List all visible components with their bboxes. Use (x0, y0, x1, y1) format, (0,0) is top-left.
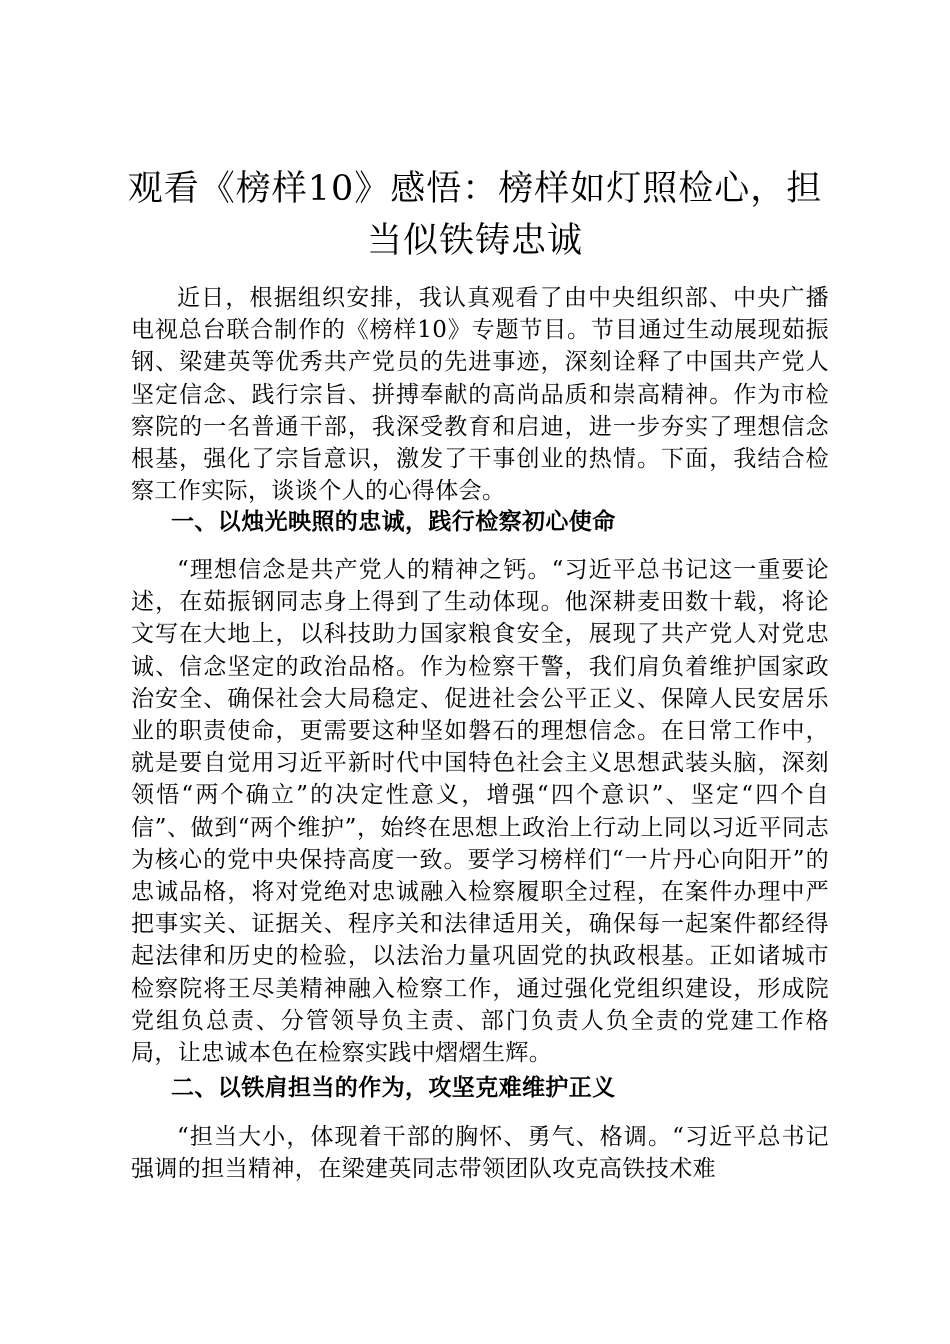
section-heading-1: 一、以烛光映照的忠诚，践行检察初心使命 (171, 508, 616, 535)
section-heading-2: 二、以铁肩担当的作为，攻坚克难维护正义 (171, 1074, 616, 1101)
section-1-paragraph: “理想信念是共产党人的精神之钙。“习近平总书记这一重要论述，在茹振钢同志身上得到了生动体现。他深耕麦田数十载，将论文写在大地上，以科技助力国家粮食安全，展现了共产党人对党忠诚、信念坚定的政治品格。作为检察干警，我们肩负着维护国家政治安全、确保社会大局稳定、促进社会公平正义、保障人民安居乐业的职责使命，更需要这种坚如磐石的理想信念。在日常工作中，就是要自觉用习近平新时代中国特色社会主义思想武装头脑，深刻领悟“两个确立”的决定性意义，增强“四个意识”、坚定“四个自信”、做到“两个维护”，始终在思想上政治上行动上同以习近平同志为核心的党中央保持高度一致。要学习榜样们“一片丹心向阳开”的忠诚品格，将对党绝对忠诚融入检察履职全过程，在案件办理中严把事实关、证据关、程序关和法律适用关，确保每一起案件都经得起法律和历史的检验，以法治力量巩固党的执政根基。正如诸城市检察院将王尽美精神融入检察工作，通过强化党组织建设，形成院党组负总责、分管领导负主责、部门负责人负全责的党建工作格局，让忠诚本色在检察实践中熠熠生辉。 (131, 557, 829, 1067)
document-title: 观看《榜样10》感悟：榜样如灯照检心，担当似铁铸忠诚 (127, 169, 823, 261)
intro-paragraph: 近日，根据组织安排，我认真观看了由中央组织部、中央广播电视总台联合制作的《榜样10》专题节目。节目通过生动展现茹振钢、梁建英等优秀共产党员的先进事迹，深刻诠释了中国共产党人坚定信念、践行宗旨、拼搏奉献的高尚品质和崇高精神。作为市检察院的一名普通干部，我深受教育和启迪，进一步夯实了理想信念根基，强化了宗旨意识，激发了干事创业的热情。下面，我结合检察工作实际，谈谈个人的心得体会。 (131, 285, 829, 505)
section-2-paragraph: “担当大小，体现着干部的胸怀、勇气、格调。“习近平总书记强调的担当精神，在梁建英同志带领团队攻克高铁技术难 (131, 1124, 829, 1183)
